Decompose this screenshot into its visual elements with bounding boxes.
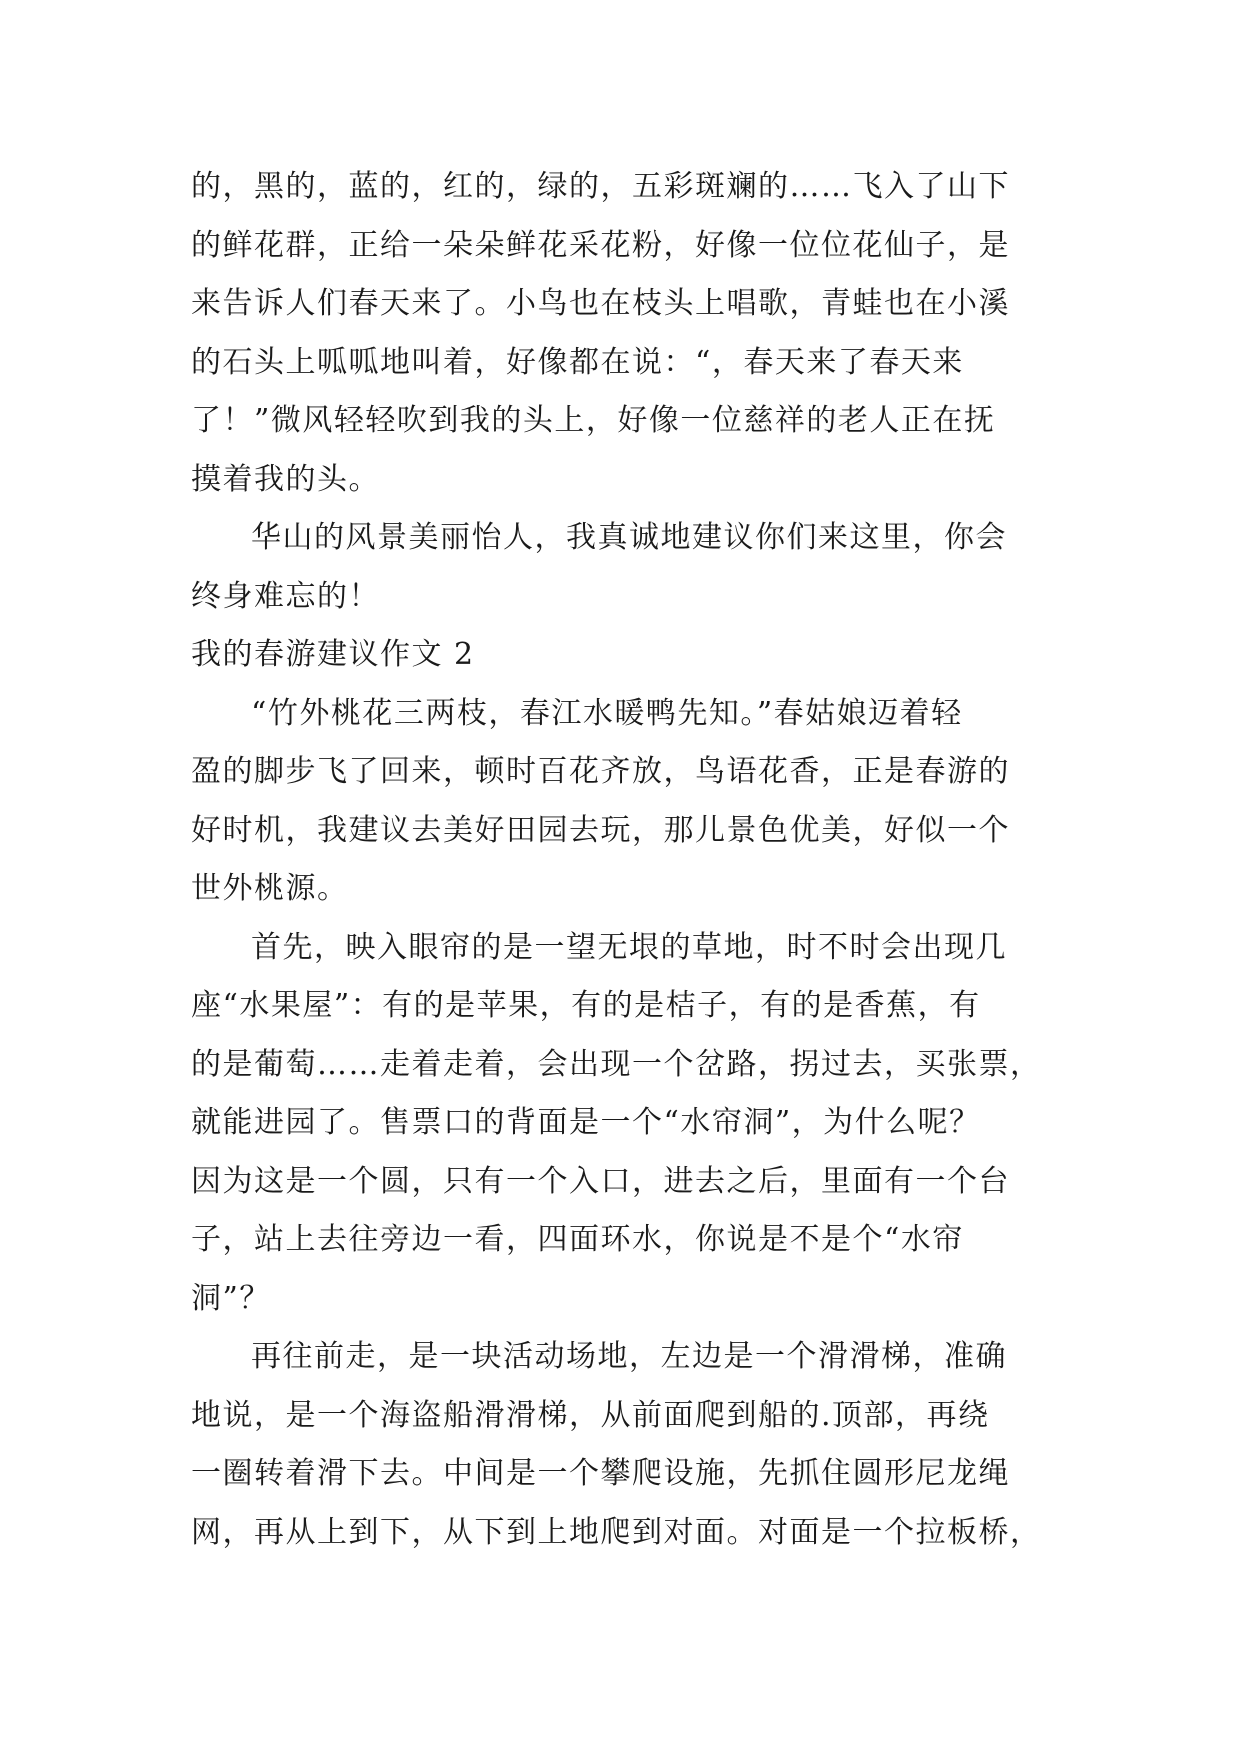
text-line: 了！”微风轻轻吹到我的头上，好像一位慈祥的老人正在抚	[191, 403, 996, 438]
text-line: 的是葡萄……走着走着，会出现一个岔路，拐过去，买张票，	[191, 1046, 1042, 1082]
text-line: 的，黑的，蓝的，红的，绿的，五彩斑斓的……飞入了山下	[191, 169, 1010, 204]
text-line: 的石头上呱呱地叫着，好像都在说：“，春天来了春天来	[191, 344, 964, 380]
paragraph	[191, 685, 1051, 919]
paragraph	[191, 1328, 1051, 1562]
text-line: 来告诉人们春天来了。小鸟也在枝头上唱歌，青蛙也在小溪	[191, 286, 1010, 321]
text-line: “竹外桃花三两枝，春江水暖鸭先知。”春姑娘迈着轻	[251, 695, 963, 731]
text-line: 洞”？	[191, 1280, 271, 1316]
document-body	[191, 158, 1051, 1562]
paragraph	[191, 509, 1051, 626]
text-line: 首先，映入眼帘的是一望无垠的草地，时不时会出现几	[251, 929, 1007, 965]
text-line: 因为这是一个圆，只有一个入口，进去之后，里面有一个台	[191, 1163, 1010, 1199]
text-line: 终身难忘的！	[191, 578, 380, 614]
text-line: 地说，是一个海盗船滑滑梯，从前面爬到船的.顶部，再绕	[191, 1397, 990, 1433]
text-line: 摸着我的头。	[191, 461, 380, 497]
text-line: 子，站上去往旁边一看，四面环水，你说是不是个“水帘	[191, 1222, 964, 1257]
text-line: 一圈转着滑下去。中间是一个攀爬设施，先抓住圆形尼龙绳	[191, 1456, 1010, 1491]
text-line: 再往前走，是一块活动场地，左边是一个滑滑梯，准确	[251, 1339, 1007, 1374]
text-line: 盈的脚步飞了回来，顿时百花齐放，鸟语花香，正是春游的	[191, 754, 1010, 789]
text-line: 华山的风景美丽怡人，我真诚地建议你们来这里，你会	[251, 520, 1007, 555]
text-line: 好时机，我建议去美好田园去玩，那儿景色优美，好似一个	[191, 812, 1010, 848]
text-line: 就能进园了。售票口的背面是一个“水帘洞”，为什么呢？	[191, 1105, 981, 1140]
text-line: 世外桃源。	[191, 871, 349, 906]
paragraph	[191, 919, 1051, 1329]
paragraph	[191, 158, 1051, 509]
text-line: 的鲜花群，正给一朵朵鲜花采花粉，好像一位位花仙子，是	[191, 227, 1010, 263]
text-line: 座“水果屋”：有的是苹果，有的是桔子，有的是香蕉，有	[191, 988, 981, 1023]
text-line: 网，再从上到下，从下到上地爬到对面。对面是一个拉板桥，	[191, 1514, 1042, 1550]
section-heading: 我的春游建议作文 2	[191, 637, 475, 672]
